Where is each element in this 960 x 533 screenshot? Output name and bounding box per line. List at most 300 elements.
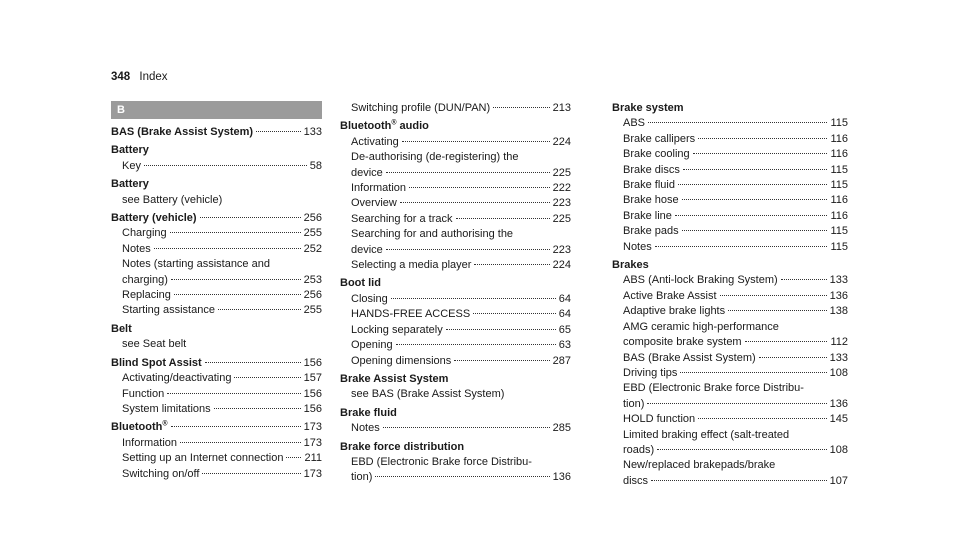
subentry-text: Brake fluid — [623, 179, 675, 192]
subentry-label — [122, 288, 171, 303]
entry-heading — [612, 101, 848, 116]
entry-heading-text: Brake system — [612, 102, 684, 114]
subentry — [340, 166, 571, 181]
subentry-label — [623, 335, 742, 350]
subentry-text: tion) — [623, 397, 645, 410]
page-ref: 255 — [303, 304, 322, 317]
index-column-1 — [111, 101, 322, 482]
page-ref: 133 — [829, 351, 848, 364]
subentry-label — [351, 258, 471, 273]
leader-dots — [396, 344, 556, 345]
entry-heading — [111, 322, 322, 337]
page-ref: 213 — [552, 102, 571, 114]
entry-heading-text: Bluetooth — [340, 120, 392, 133]
page-ref: 173 — [303, 436, 322, 449]
page-ref: 65 — [558, 323, 571, 336]
subentry-label — [623, 428, 789, 443]
leader-dots — [170, 232, 301, 233]
subentry-label — [623, 443, 654, 458]
subentry-label — [351, 307, 470, 322]
subentry — [340, 181, 571, 196]
subentry-label — [623, 412, 695, 427]
index-entry — [340, 119, 571, 273]
subentry — [111, 337, 322, 352]
leader-dots — [171, 426, 301, 427]
subentry-text: Searching for and authorising the — [351, 228, 514, 241]
subentry-label — [122, 451, 283, 466]
subentry-text: Searching for a track — [351, 212, 453, 225]
subentry-label — [351, 243, 383, 258]
entry-heading — [340, 406, 571, 421]
entry-heading-suffix: audio — [396, 120, 429, 133]
entry-heading-label — [340, 372, 448, 387]
page-ref: 107 — [829, 474, 848, 487]
leader-dots — [745, 341, 828, 342]
subentry — [111, 242, 322, 257]
subentry-label — [351, 323, 443, 338]
leader-dots — [657, 449, 826, 450]
leader-dots — [698, 138, 827, 139]
subentry-label — [623, 273, 778, 288]
subentry — [111, 273, 322, 288]
subentry-text: HANDS-FREE ACCESS — [351, 308, 471, 321]
subentry — [612, 289, 848, 304]
leader-dots — [728, 310, 827, 311]
page-ref: 133 — [829, 274, 848, 287]
subentry-text: Setting up an Internet connection — [122, 452, 284, 465]
page-ref: 156 — [303, 356, 322, 369]
leader-dots — [205, 362, 301, 363]
page-ref: 116 — [830, 209, 848, 222]
entry-heading — [111, 143, 322, 158]
entry-heading — [612, 258, 848, 273]
page-ref: 156 — [303, 402, 322, 415]
subentry — [612, 163, 848, 178]
entry-heading — [340, 119, 571, 134]
entry-heading-text: Boot lid — [340, 277, 381, 290]
subentry-text: Notes (starting assistance and — [122, 258, 270, 271]
page-ref: 58 — [309, 159, 322, 172]
subentry-text: Activating — [351, 135, 399, 148]
page-ref: 136 — [829, 289, 848, 302]
subentry — [612, 147, 848, 162]
subentry-text: see Seat belt — [122, 338, 187, 351]
subentry-text: Notes — [122, 242, 151, 255]
subentry — [340, 101, 571, 116]
subentry-label — [351, 181, 406, 196]
subentry-text: Switching profile (DUN/PAN) — [351, 102, 491, 114]
entry-heading-label — [340, 276, 381, 291]
page-ref: 224 — [552, 259, 571, 272]
index-entry — [340, 440, 571, 486]
entry-heading-text: Battery — [111, 144, 149, 157]
subentry — [340, 307, 571, 322]
page-number: 348 — [111, 71, 131, 83]
leader-dots — [409, 187, 550, 188]
subentry — [612, 458, 848, 473]
subentry-text: Notes — [623, 240, 652, 253]
subentry-text: Activating/deactivating — [122, 372, 232, 385]
entry-heading-label — [111, 211, 197, 226]
subentry — [340, 421, 571, 436]
leader-dots — [402, 141, 550, 142]
subentry-text: Notes — [351, 422, 380, 435]
subentry — [111, 402, 322, 417]
entry-heading — [111, 177, 322, 192]
page-ref: 225 — [552, 166, 571, 179]
subentry — [340, 212, 571, 227]
entry-heading-text: Brake Assist System — [340, 372, 449, 385]
subentry — [340, 150, 571, 165]
leader-dots — [375, 476, 549, 477]
page-ref: 116 — [830, 194, 848, 207]
index-entry — [111, 356, 322, 418]
page-ref: 112 — [830, 336, 848, 349]
leader-dots — [171, 279, 301, 280]
leader-dots — [383, 427, 550, 428]
subentry-label — [351, 101, 490, 116]
subentry — [111, 387, 322, 402]
leader-dots — [286, 457, 301, 458]
subentry-text: EBD (Electronic Brake force Distribu- — [623, 382, 804, 395]
entry-heading-label — [111, 143, 149, 158]
index-entry — [340, 276, 571, 368]
entry-heading-label — [111, 420, 168, 435]
page-ref: 252 — [303, 242, 322, 255]
letter-heading: B — [111, 101, 322, 119]
subentry-label — [122, 159, 141, 174]
leader-dots — [680, 372, 826, 373]
index-column-3 — [612, 101, 848, 489]
subentry — [111, 226, 322, 241]
subentry — [340, 323, 571, 338]
subentry-text: Function — [122, 387, 165, 400]
page-ref: 133 — [303, 126, 322, 138]
subentry — [612, 273, 848, 288]
page-ref: 173 — [303, 467, 322, 480]
entry-heading — [340, 372, 571, 387]
subentry-label — [351, 421, 380, 436]
subentry-text: Starting assistance — [122, 304, 215, 317]
entry-heading-label — [340, 406, 397, 421]
subentry-label — [351, 227, 513, 242]
subentry-text: Charging — [122, 227, 167, 240]
subentry-label — [122, 303, 215, 318]
subentry-label — [351, 135, 399, 150]
registered-mark: ® — [391, 119, 397, 127]
subentry-text: HOLD function — [623, 413, 696, 426]
leader-dots — [218, 309, 301, 310]
index-entry — [340, 372, 571, 403]
leader-dots — [683, 169, 828, 170]
page-ref: 115 — [830, 240, 848, 253]
subentry-text: see BAS (Brake Assist System) — [351, 388, 505, 401]
subentry-label — [623, 458, 775, 473]
entry-heading-label — [612, 258, 649, 273]
entry-heading-label — [111, 322, 132, 337]
leader-dots — [214, 408, 301, 409]
leader-dots — [682, 230, 828, 231]
subentry-label — [351, 387, 504, 402]
index-entry — [111, 211, 322, 319]
index-entry — [340, 406, 571, 437]
subentry-text: Selecting a media player — [351, 259, 472, 272]
subentry-text: Brake pads — [623, 225, 679, 238]
subentry-text: Key — [122, 159, 141, 172]
subentry-text: Replacing — [122, 289, 171, 302]
subentry — [340, 455, 571, 470]
subentry — [111, 371, 322, 386]
subentry-text: Switching on/off — [122, 467, 200, 480]
index-column-2 — [340, 101, 571, 486]
leader-dots — [647, 403, 826, 404]
page-ref: 157 — [303, 372, 322, 385]
entry-heading — [340, 276, 571, 291]
registered-mark: ® — [162, 420, 168, 428]
subentry-text: Information — [351, 182, 407, 195]
subentry-label — [623, 240, 652, 255]
index-entry — [612, 101, 848, 255]
subentry — [612, 428, 848, 443]
entry-heading-label — [111, 125, 253, 140]
page-ref: 256 — [303, 212, 322, 225]
subentry-label — [351, 212, 453, 227]
subentry — [111, 467, 322, 482]
entry-heading-label — [111, 356, 202, 371]
subentry-text: Opening dimensions — [351, 354, 452, 367]
subentry-label — [351, 292, 388, 307]
subentry-text: Brake line — [623, 209, 672, 222]
subentry-text: Limited braking effect (salt-treated — [623, 428, 790, 441]
subentry-text: Overview — [351, 197, 397, 210]
subentry-label — [351, 470, 372, 485]
subentry-label — [122, 257, 270, 272]
subentry — [612, 178, 848, 193]
page-ref: 223 — [552, 197, 571, 210]
subentry-text: De-authorising (de-registering) the — [351, 151, 519, 164]
subentry-text: BAS (Brake Assist System) — [623, 351, 756, 364]
index-entry — [111, 322, 322, 353]
entry-heading-text: Brake fluid — [340, 406, 397, 419]
entry-heading — [111, 356, 322, 371]
subentry-label — [351, 196, 397, 211]
subentry — [612, 224, 848, 239]
page-ref: 63 — [558, 339, 571, 352]
subentry-label — [623, 178, 675, 193]
entry-heading-text: Battery (vehicle) — [111, 212, 197, 225]
subentry — [340, 227, 571, 242]
page-ref: 225 — [552, 212, 571, 225]
subentry-text: Brake discs — [623, 163, 680, 176]
leader-dots — [256, 131, 301, 132]
subentry-text: New/replaced brakepads/brake — [623, 459, 776, 472]
leader-dots — [675, 215, 828, 216]
page-ref: 116 — [830, 132, 848, 145]
subentry-text: Opening — [351, 339, 393, 352]
subentry-label — [623, 209, 672, 224]
leader-dots — [473, 313, 556, 314]
leader-dots — [655, 246, 828, 247]
leader-dots — [781, 279, 827, 280]
subentry-text: Closing — [351, 292, 388, 305]
leader-dots — [144, 165, 307, 166]
subentry-label — [122, 467, 199, 482]
subentry — [111, 288, 322, 303]
subentry-label — [623, 132, 695, 147]
leader-dots — [678, 184, 827, 185]
entry-heading-text: Brakes — [612, 259, 649, 272]
leader-dots — [202, 473, 300, 474]
entry-heading — [111, 211, 322, 226]
subentry-label — [122, 387, 164, 402]
subentry-label — [351, 150, 519, 165]
subentry — [111, 303, 322, 318]
leader-dots — [759, 357, 827, 358]
entry-heading-text: Battery — [111, 178, 149, 191]
subentry-text: Brake callipers — [623, 132, 696, 145]
subentry — [340, 470, 571, 485]
page-ref: 64 — [558, 308, 571, 321]
index-entry — [111, 143, 322, 174]
page-ref: 64 — [558, 292, 571, 305]
leader-dots — [456, 218, 550, 219]
leader-dots — [474, 264, 549, 265]
subentry — [340, 243, 571, 258]
subentry — [612, 412, 848, 427]
subentry-text: Driving tips — [623, 366, 678, 379]
page-ref: 224 — [552, 135, 571, 148]
entry-heading-label — [111, 177, 149, 192]
subentry-text: ABS — [623, 117, 646, 130]
page-ref: 115 — [830, 179, 848, 192]
entry-heading-text: Brake force distribution — [340, 440, 465, 453]
subentry — [612, 320, 848, 335]
subentry — [612, 381, 848, 396]
subentry-label — [351, 354, 451, 369]
page-ref: 108 — [829, 366, 848, 379]
subentry — [612, 443, 848, 458]
subentry — [612, 397, 848, 412]
page-ref: 145 — [829, 413, 848, 426]
subentry-text: Brake hose — [623, 194, 679, 207]
subentry-text: ABS (Anti-lock Braking System) — [623, 274, 778, 287]
entry-heading — [111, 125, 322, 140]
index-entry — [111, 125, 322, 140]
page-ref: 256 — [303, 289, 322, 302]
subentry-label — [351, 338, 393, 353]
subentry-label — [623, 366, 677, 381]
leader-dots — [651, 480, 827, 481]
subentry-label — [623, 224, 679, 239]
subentry-label — [623, 474, 648, 489]
entry-heading-label — [612, 101, 684, 116]
subentry-label — [351, 455, 532, 470]
entry-heading — [111, 420, 322, 435]
leader-dots — [234, 377, 300, 378]
page-ref: 222 — [552, 182, 571, 195]
subentry-text: see Battery (vehicle) — [122, 193, 223, 206]
subentry-text: composite brake system — [623, 336, 742, 349]
subentry — [111, 436, 322, 451]
subentry-label — [122, 273, 168, 288]
subentry — [111, 257, 322, 272]
page-ref: 115 — [830, 225, 848, 238]
leader-dots — [400, 202, 550, 203]
leader-dots — [682, 199, 828, 200]
page-ref: 223 — [552, 243, 571, 256]
subentry — [612, 132, 848, 147]
entry-heading-text: Belt — [111, 322, 132, 335]
leader-dots — [391, 298, 556, 299]
subentry — [612, 474, 848, 489]
leader-dots — [180, 442, 301, 443]
page-ref: 108 — [829, 443, 848, 456]
page-ref: 253 — [303, 273, 322, 286]
entry-heading-label — [340, 440, 464, 455]
subentry-label — [623, 147, 690, 162]
subentry — [111, 159, 322, 174]
subentry-label — [623, 289, 717, 304]
subentry-label — [122, 337, 186, 352]
entry-heading-label — [340, 119, 429, 134]
leader-dots — [200, 217, 301, 218]
subentry-label — [122, 193, 222, 208]
subentry-text: discs — [623, 474, 649, 487]
page-ref: 115 — [830, 117, 848, 130]
subentry-label — [623, 320, 779, 335]
page-ref: 136 — [829, 397, 848, 410]
leader-dots — [386, 249, 550, 250]
page-ref: 287 — [552, 354, 571, 367]
subentry — [340, 354, 571, 369]
page-ref: 255 — [303, 227, 322, 240]
page-header — [111, 71, 168, 83]
subentry — [612, 335, 848, 350]
subentry-label — [623, 163, 680, 178]
subentry-text: Active Brake Assist — [623, 289, 717, 302]
subentry-label — [351, 166, 383, 181]
subentry-label — [623, 381, 804, 396]
page-ref: 136 — [552, 471, 571, 484]
leader-dots — [648, 122, 827, 123]
leader-dots — [154, 248, 301, 249]
subentry-text: charging) — [122, 273, 168, 286]
subentry-label — [122, 226, 167, 241]
subentry — [612, 209, 848, 224]
page-ref: 138 — [829, 305, 848, 318]
entry-heading-text: Blind Spot Assist — [111, 356, 202, 369]
subentry — [111, 193, 322, 208]
leader-dots — [698, 418, 826, 419]
leader-dots — [167, 393, 300, 394]
subentry-label — [623, 351, 756, 366]
index-entry — [340, 101, 571, 116]
subentry — [612, 116, 848, 131]
subentry-text: Locking separately — [351, 323, 443, 336]
subentry-label — [623, 116, 645, 131]
leader-dots — [454, 360, 549, 361]
entry-heading-text: BAS (Brake Assist System) — [111, 126, 254, 138]
subentry-text: Adaptive brake lights — [623, 305, 726, 318]
subentry-label — [623, 193, 679, 208]
subentry — [340, 135, 571, 150]
subentry-label — [122, 402, 211, 417]
page-ref: 156 — [303, 387, 322, 400]
leader-dots — [693, 153, 828, 154]
subentry-text: tion) — [351, 471, 373, 484]
page-ref: 115 — [830, 163, 848, 176]
page-ref: 173 — [303, 421, 322, 434]
